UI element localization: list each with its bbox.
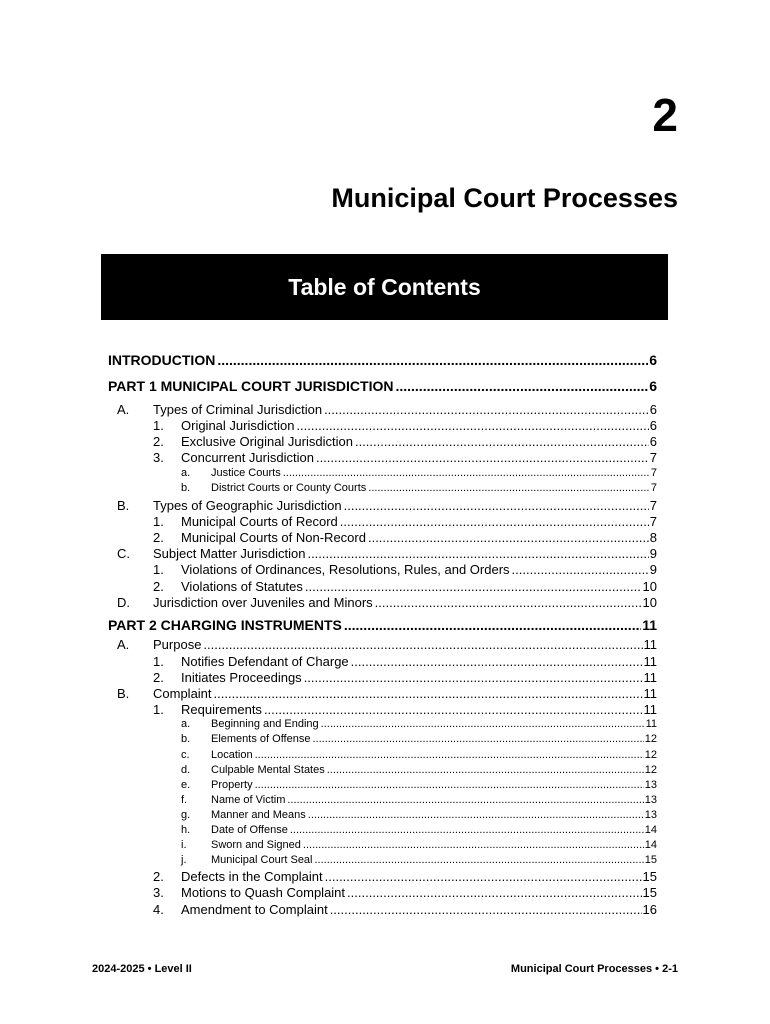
toc-entry-title: Motions to Quash Complaint bbox=[181, 885, 346, 900]
toc-dot-leader bbox=[512, 562, 649, 577]
toc-entry-page: 11 bbox=[643, 670, 657, 685]
toc-entry-title: Notifies Defendant of Charge bbox=[181, 654, 349, 669]
toc-entry[interactable] bbox=[108, 514, 657, 529]
toc-entry-page: 15 bbox=[644, 854, 657, 866]
toc-entry-title: PART 2 CHARGING INSTRUMENTS bbox=[108, 617, 342, 633]
toc-entry-label: i. bbox=[181, 839, 187, 851]
toc-entry[interactable] bbox=[108, 902, 657, 917]
toc-entry-label: 4. bbox=[153, 902, 164, 917]
toc-entry-title: Subject Matter Jurisdiction bbox=[153, 546, 306, 561]
toc-dot-leader bbox=[316, 450, 649, 465]
toc-dot-leader bbox=[330, 902, 642, 917]
toc-entry-page: 13 bbox=[644, 779, 657, 791]
toc-entry-page: 13 bbox=[644, 809, 657, 821]
footer-left: 2024-2025 • Level II bbox=[92, 963, 192, 975]
toc-entry-label: A. bbox=[117, 402, 130, 417]
toc-dot-leader bbox=[305, 579, 642, 594]
toc-dot-leader bbox=[325, 869, 642, 884]
toc-dot-leader bbox=[312, 733, 643, 745]
toc-entry-page: 6 bbox=[649, 434, 657, 449]
toc-entry[interactable] bbox=[108, 733, 657, 745]
toc-entry-page: 15 bbox=[642, 869, 657, 884]
toc-dot-leader bbox=[321, 718, 645, 730]
toc-entry[interactable] bbox=[108, 749, 657, 761]
toc-entry-page: 6 bbox=[649, 378, 657, 394]
toc-entry-title: Property bbox=[211, 779, 253, 791]
toc-entry-title: Concurrent Jurisdiction bbox=[181, 450, 314, 465]
toc-dot-leader bbox=[315, 854, 644, 866]
toc-entry[interactable] bbox=[108, 467, 657, 479]
toc-entry-page: 7 bbox=[649, 450, 657, 465]
toc-dot-leader bbox=[283, 467, 650, 479]
toc-entry[interactable] bbox=[108, 546, 657, 561]
toc-dot-leader bbox=[255, 749, 644, 761]
toc-entry-title: Purpose bbox=[153, 637, 202, 652]
toc-entry-page: 6 bbox=[649, 402, 657, 417]
toc-entry-label: D. bbox=[117, 595, 130, 610]
toc-entry[interactable] bbox=[108, 378, 657, 394]
toc-entry-page: 6 bbox=[649, 418, 657, 433]
toc-entry-label: c. bbox=[181, 749, 190, 761]
toc-entry-label: A. bbox=[117, 637, 130, 652]
toc-entry-page: 11 bbox=[645, 718, 657, 730]
toc-entry-title: Municipal Court Seal bbox=[211, 854, 313, 866]
footer-right: Municipal Court Processes • 2-1 bbox=[510, 963, 678, 975]
toc-entry-title: Jurisdiction over Juveniles and Minors bbox=[153, 595, 373, 610]
toc-entry-page: 11 bbox=[643, 654, 657, 669]
toc-entry-page: 11 bbox=[643, 702, 657, 717]
toc-entry-title: Initiates Proceedings bbox=[181, 670, 302, 685]
toc-dot-leader bbox=[327, 764, 644, 776]
toc-dot-leader bbox=[347, 885, 642, 900]
toc-entry[interactable] bbox=[108, 809, 657, 821]
toc-entry-title: Sworn and Signed bbox=[211, 839, 301, 851]
toc-dot-leader bbox=[296, 418, 648, 433]
toc-entry-label: g. bbox=[181, 809, 191, 821]
toc-entry-label: h. bbox=[181, 824, 191, 836]
toc-dot-leader bbox=[340, 514, 649, 529]
toc-entry-title: Violations of Statutes bbox=[181, 579, 303, 594]
toc-dot-leader bbox=[307, 546, 648, 561]
toc-dot-leader bbox=[308, 809, 644, 821]
toc-entry-page: 13 bbox=[644, 794, 657, 806]
toc-entry-page: 12 bbox=[644, 764, 657, 776]
toc-entry-label: 1. bbox=[153, 418, 164, 433]
toc-entry[interactable] bbox=[108, 637, 657, 652]
toc-dot-leader bbox=[203, 637, 642, 652]
toc-entry[interactable] bbox=[108, 702, 657, 717]
toc-entry-page: 7 bbox=[650, 482, 657, 494]
toc-dot-leader bbox=[375, 595, 642, 610]
toc-entry-label: e. bbox=[181, 779, 191, 791]
toc-banner-title: Table of Contents bbox=[288, 273, 481, 300]
toc-entry-label: 2. bbox=[153, 530, 164, 545]
toc-entry[interactable] bbox=[108, 562, 657, 577]
toc-entry-title: Original Jurisdiction bbox=[181, 418, 295, 433]
toc-entry-label: 2. bbox=[153, 869, 164, 884]
toc-entry-page: 12 bbox=[644, 749, 657, 761]
toc-dot-leader bbox=[355, 434, 649, 449]
toc-entry-page: 12 bbox=[644, 733, 657, 745]
toc-dot-leader bbox=[214, 686, 643, 701]
toc-entry-title: Manner and Means bbox=[211, 809, 306, 821]
toc-entry[interactable] bbox=[108, 764, 657, 776]
toc-entry-title: INTRODUCTION bbox=[108, 352, 216, 368]
toc-dot-leader bbox=[303, 839, 644, 851]
toc-dot-leader bbox=[287, 794, 643, 806]
toc-entry-page: 10 bbox=[642, 579, 657, 594]
toc-dot-leader bbox=[264, 702, 643, 717]
toc-entry-title: Requirements bbox=[181, 702, 262, 717]
toc-entry-label: 1. bbox=[153, 654, 164, 669]
toc-dot-leader bbox=[344, 617, 641, 633]
toc-entry-title: Justice Courts bbox=[211, 467, 281, 479]
toc-entry[interactable] bbox=[108, 482, 657, 494]
toc-entry-page: 9 bbox=[649, 562, 657, 577]
toc-entry[interactable] bbox=[108, 352, 657, 368]
toc-dot-leader bbox=[324, 402, 649, 417]
toc-entry[interactable] bbox=[108, 854, 657, 866]
toc-entry-label: 1. bbox=[153, 562, 164, 577]
toc-entry-label: 2. bbox=[153, 670, 164, 685]
toc-dot-leader bbox=[344, 498, 649, 513]
toc-entry[interactable] bbox=[108, 498, 657, 513]
toc-entry-page: 7 bbox=[649, 514, 657, 529]
toc-entry-title: Complaint bbox=[153, 686, 212, 701]
toc-entry-title: Name of Victim bbox=[211, 794, 286, 806]
toc-entry-page: 9 bbox=[649, 546, 657, 561]
toc-entry[interactable] bbox=[108, 885, 657, 900]
toc-entry-title: Municipal Courts of Record bbox=[181, 514, 338, 529]
toc-entry-page: 7 bbox=[649, 498, 657, 513]
toc-entry[interactable] bbox=[108, 595, 657, 610]
toc-entry-page: 8 bbox=[649, 530, 657, 545]
toc-entry-label: d. bbox=[181, 764, 191, 776]
toc-dot-leader bbox=[368, 482, 650, 494]
toc-entry-page: 14 bbox=[644, 824, 657, 836]
toc-entry[interactable] bbox=[108, 434, 657, 449]
toc-entry-label: b. bbox=[181, 733, 191, 745]
toc-dot-leader bbox=[217, 352, 648, 368]
toc-entry-title: Amendment to Complaint bbox=[181, 902, 328, 917]
toc-entry-page: 11 bbox=[643, 686, 657, 701]
toc-entry[interactable] bbox=[108, 869, 657, 884]
toc-entry[interactable] bbox=[108, 418, 657, 433]
toc-entry-page: 11 bbox=[643, 637, 657, 652]
toc-entry-title: Beginning and Ending bbox=[211, 718, 319, 730]
toc-banner bbox=[101, 254, 668, 320]
toc-entry-title: Municipal Courts of Non-Record bbox=[181, 530, 366, 545]
toc-entry-label: a. bbox=[181, 718, 191, 730]
toc-entry-title: Types of Criminal Jurisdiction bbox=[153, 402, 323, 417]
toc-entry-label: 3. bbox=[153, 885, 164, 900]
toc-entry-title: Exclusive Original Jurisdiction bbox=[181, 434, 353, 449]
toc-entry[interactable] bbox=[108, 530, 657, 545]
toc-entry[interactable] bbox=[108, 794, 657, 806]
toc-dot-leader bbox=[255, 779, 644, 791]
toc-entry-page: 15 bbox=[642, 885, 657, 900]
toc-entry-label: 1. bbox=[153, 702, 164, 717]
toc-entry-label: f. bbox=[181, 794, 188, 806]
toc-entry[interactable] bbox=[108, 670, 657, 685]
toc-entry[interactable] bbox=[108, 402, 657, 417]
toc-entry-page: 11 bbox=[642, 617, 657, 633]
toc-dot-leader bbox=[395, 378, 648, 394]
toc-entry-page: 6 bbox=[649, 352, 657, 368]
toc-entry[interactable] bbox=[108, 450, 657, 465]
toc-entry-title: Date of Offense bbox=[211, 824, 288, 836]
toc-entry-title: Types of Geographic Jurisdiction bbox=[153, 498, 342, 513]
chapter-title: Municipal Court Processes bbox=[331, 183, 678, 213]
toc-entry-title: Defects in the Complaint bbox=[181, 869, 323, 884]
toc-entry-label: 2. bbox=[153, 434, 164, 449]
toc-entry-title: Culpable Mental States bbox=[211, 764, 325, 776]
toc-entry[interactable] bbox=[108, 579, 657, 594]
toc-entry-title: District Courts or County Courts bbox=[211, 482, 367, 494]
toc-dot-leader bbox=[304, 670, 643, 685]
toc-entry[interactable] bbox=[108, 686, 657, 701]
toc-entry[interactable] bbox=[108, 617, 657, 633]
toc-dot-leader bbox=[290, 824, 644, 836]
toc-entry-label: B. bbox=[117, 686, 130, 701]
toc-entry-title: Violations of Ordinances, Resolutions, Rules, and Orders bbox=[181, 562, 510, 577]
chapter-number: 2 bbox=[652, 89, 678, 141]
toc-entry[interactable] bbox=[108, 839, 657, 851]
toc-entry-label: B. bbox=[117, 498, 130, 513]
toc-entry-page: 14 bbox=[644, 839, 657, 851]
toc-entry-title: Elements of Offense bbox=[211, 733, 311, 745]
toc-entry-page: 16 bbox=[642, 902, 657, 917]
toc-entry-label: 3. bbox=[153, 450, 164, 465]
toc-entry[interactable] bbox=[108, 779, 657, 791]
toc-dot-leader bbox=[351, 654, 643, 669]
toc-entry[interactable] bbox=[108, 824, 657, 836]
toc-entry-label: j. bbox=[181, 854, 187, 866]
toc-entry[interactable] bbox=[108, 718, 657, 730]
toc-entry-title: Location bbox=[211, 749, 253, 761]
toc-dot-leader bbox=[368, 530, 649, 545]
toc-entry-title: PART 1 MUNICIPAL COURT JURISDICTION bbox=[108, 378, 394, 394]
toc-entry[interactable] bbox=[108, 654, 657, 669]
toc-entry-page: 7 bbox=[650, 467, 657, 479]
toc-entry-label: b. bbox=[181, 482, 191, 494]
toc-entry-label: a. bbox=[181, 467, 191, 479]
toc-entry-label: 1. bbox=[153, 514, 164, 529]
toc-entry-label: 2. bbox=[153, 579, 164, 594]
toc-entry-label: C. bbox=[117, 546, 130, 561]
toc-entry-page: 10 bbox=[642, 595, 657, 610]
